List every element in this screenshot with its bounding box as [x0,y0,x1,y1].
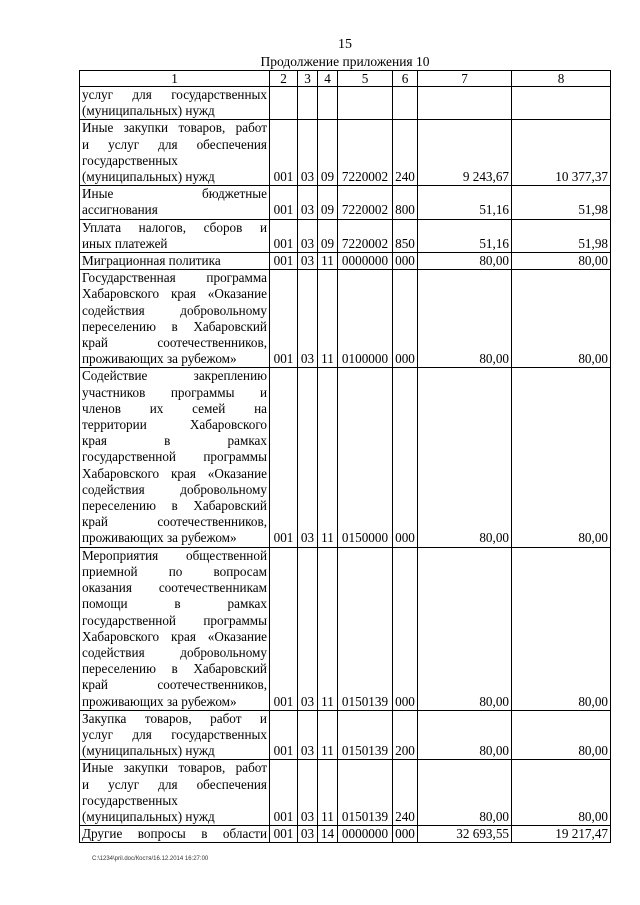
cell-c5: 7220002 [338,120,393,186]
row-name-line: Содействие закреплению [82,368,267,384]
row-name-cell [80,87,270,120]
row-name-line: членов их семей на [82,400,267,416]
cell-c7: 80,00 [418,253,512,270]
cell-c3: 03 [298,547,318,710]
cell-c4 [318,87,338,120]
row-name-line: Иные закупки товаров, работ [82,120,267,136]
cell-c7: 32 693,55 [418,826,512,843]
row-name-line: оказания соотечественникам [82,580,267,596]
cell-c5: 7220002 [338,186,393,219]
page-number: 15 [338,37,352,52]
cell-c3 [298,87,318,120]
cell-c7: 80,00 [418,760,512,826]
cell-c2: 001 [270,253,298,270]
cell-c5: 0150139 [338,547,393,710]
row-name-line: (муниципальных) нужд [82,103,215,119]
cell-c3: 03 [298,826,318,843]
row-name-line: и услуг для обеспечения [82,776,267,792]
row-name-line: край соотечественников, [82,677,267,693]
row-name-cell [80,710,270,760]
cell-c8: 80,00 [512,710,611,760]
cell-c4: 14 [318,826,338,843]
cell-c3: 03 [298,760,318,826]
row-name-line: государственных [82,152,178,168]
row-name-line: содействия добровольному [82,644,267,660]
cell-c4: 11 [318,547,338,710]
table-row [80,710,611,760]
row-name-line: Государственная программа [82,270,267,286]
cell-c6: 000 [393,270,418,368]
table-row [80,760,611,826]
row-name-line: переселению в Хабаровский [82,498,267,514]
cell-c2: 001 [270,219,298,252]
cell-c2: 001 [270,120,298,186]
row-name-line: Хабаровского края «Оказание [82,465,267,481]
header-cell: 3 [298,71,318,87]
header-cell: 4 [318,71,338,87]
cell-c8: 80,00 [512,270,611,368]
table-row [80,87,611,120]
cell-c8: 51,98 [512,219,611,252]
header-cell: 5 [338,71,393,87]
cell-c6: 240 [393,760,418,826]
cell-c2: 001 [270,547,298,710]
cell-c6: 000 [393,826,418,843]
header-cell: 8 [512,71,611,87]
cell-c7: 9 243,67 [418,120,512,186]
row-name-line: услуг для государственных [82,87,267,102]
header-cell: 6 [393,71,418,87]
row-name-line: государственной программы [82,612,267,628]
table-row [80,547,611,710]
cell-c5: 0100000 [338,270,393,368]
cell-c3: 03 [298,120,318,186]
row-name-line: услуг для государственных [82,726,267,742]
cell-c6: 800 [393,186,418,219]
cell-c2 [270,87,298,120]
row-name-cell [80,186,270,219]
cell-c6: 200 [393,710,418,760]
cell-c6: 240 [393,120,418,186]
cell-c4: 11 [318,368,338,547]
cell-c7: 51,16 [418,186,512,219]
row-name-line: государственной программы [82,449,267,465]
table-row [80,186,611,219]
row-name-line: (муниципальных) нужд [82,169,215,185]
row-name-line: переселению в Хабаровский [82,318,267,334]
row-name-line: ассигнования [82,202,158,218]
row-name-line: Хабаровского края «Оказание [82,286,267,302]
file-path-footer: C:\1234\pril.doc/Костя/16.12.2014 16:27:00 [92,856,209,862]
cell-c8: 51,98 [512,186,611,219]
table-row [80,368,611,547]
cell-c5: 7220002 [338,219,393,252]
cell-c4: 11 [318,270,338,368]
row-name-line: (муниципальных) нужд [82,808,215,824]
row-name-line: содействия добровольному [82,481,267,497]
row-name-line: Хабаровского края «Оказание [82,628,267,644]
header-cell: 1 [80,71,270,87]
row-name-line: (муниципальных) нужд [82,743,215,759]
row-name-cell [80,120,270,186]
row-name-line: Другие вопросы в области [82,826,267,842]
row-name-line: Иные закупки товаров, работ [82,760,267,776]
row-name-cell [80,219,270,252]
cell-c5: 0000000 [338,253,393,270]
table-row [80,826,611,843]
row-name-line: проживающих за рубежом» [82,530,237,546]
row-name-cell [80,270,270,368]
cell-c5: 0150139 [338,710,393,760]
row-name-line: проживающих за рубежом» [82,693,237,709]
continuation-caption: Продолжение приложения 10 [260,54,430,69]
row-name-cell [80,253,270,270]
table-row [80,219,611,252]
row-name-line: территории Хабаровского [82,417,267,433]
budget-table [79,70,611,843]
row-name-line: края в рамках [82,433,267,449]
row-name-line: край соотечественников, [82,514,267,530]
row-name-line: помощи в рамках [82,596,267,612]
cell-c3: 03 [298,186,318,219]
cell-c3: 03 [298,710,318,760]
cell-c5: 0150000 [338,368,393,547]
cell-c5: 0150139 [338,760,393,826]
cell-c2: 001 [270,270,298,368]
cell-c3: 03 [298,253,318,270]
cell-c8: 80,00 [512,368,611,547]
cell-c6: 000 [393,368,418,547]
row-name-cell [80,826,270,843]
cell-c5: 0000000 [338,826,393,843]
cell-c8: 80,00 [512,253,611,270]
row-name-cell [80,547,270,710]
table-header-row [80,71,611,87]
row-name-line: Мероприятия общественной [82,547,267,563]
cell-c6: 850 [393,219,418,252]
row-name-line: Уплата налогов, сборов и [82,219,267,235]
row-name-line: иных платежей [82,235,168,251]
table-row [80,270,611,368]
cell-c8: 80,00 [512,547,611,710]
table-row [80,120,611,186]
cell-c8: 80,00 [512,760,611,826]
table-row [80,253,611,270]
cell-c5 [338,87,393,120]
row-name-line: проживающих за рубежом» [82,351,237,367]
cell-c6: 000 [393,253,418,270]
cell-c4: 09 [318,186,338,219]
cell-c2: 001 [270,368,298,547]
cell-c8: 19 217,47 [512,826,611,843]
cell-c2: 001 [270,826,298,843]
row-name-line: Закупка товаров, работ и [82,710,267,726]
cell-c7: 80,00 [418,547,512,710]
cell-c3: 03 [298,368,318,547]
row-name-line: приемной по вопросам [82,563,267,579]
row-name-line: участников программы и [82,384,267,400]
row-name-line: переселению в Хабаровский [82,661,267,677]
header-cell: 7 [418,71,512,87]
row-name-line: край соотечественников, [82,335,267,351]
cell-c6 [393,87,418,120]
cell-c4: 09 [318,120,338,186]
cell-c8 [512,87,611,120]
cell-c2: 001 [270,710,298,760]
row-name-cell [80,760,270,826]
cell-c7: 80,00 [418,368,512,547]
cell-c2: 001 [270,760,298,826]
cell-c8: 10 377,37 [512,120,611,186]
row-name-cell [80,368,270,547]
cell-c3: 03 [298,219,318,252]
cell-c7: 80,00 [418,710,512,760]
row-name-line: Иные бюджетные [82,186,267,202]
cell-c7 [418,87,512,120]
cell-c3: 03 [298,270,318,368]
cell-c4: 11 [318,760,338,826]
cell-c2: 001 [270,186,298,219]
cell-c7: 51,16 [418,219,512,252]
cell-c4: 11 [318,253,338,270]
row-name-line: государственных [82,792,178,808]
cell-c6: 000 [393,547,418,710]
row-name-line: и услуг для обеспечения [82,136,267,152]
cell-c7: 80,00 [418,270,512,368]
row-name-line: Миграционная политика [82,253,221,269]
cell-c4: 09 [318,219,338,252]
header-cell: 2 [270,71,298,87]
cell-c4: 11 [318,710,338,760]
row-name-line: содействия добровольному [82,302,267,318]
